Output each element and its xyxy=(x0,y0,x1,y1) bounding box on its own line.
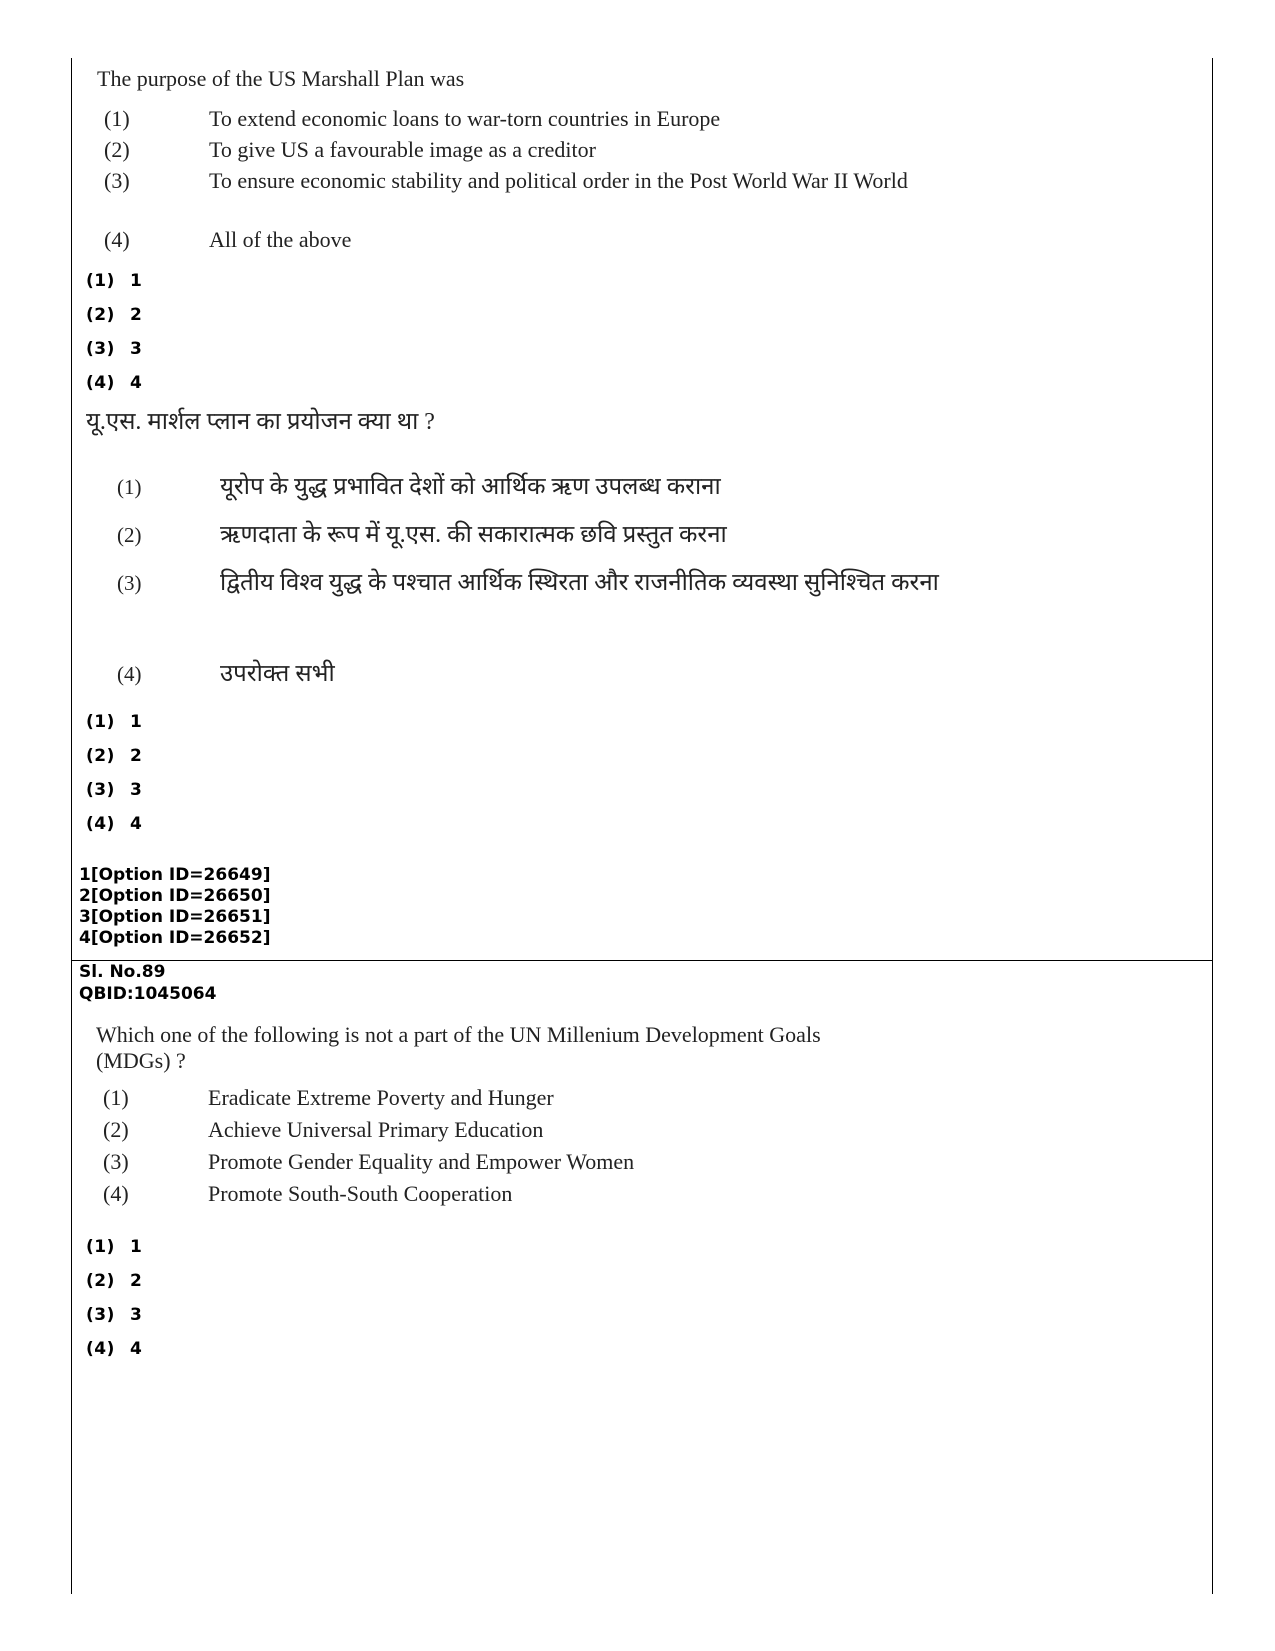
option-text: To give US a favourable image as a creditor xyxy=(209,137,596,162)
option-text: Promote Gender Equality and Empower Women xyxy=(208,1149,635,1174)
option-item xyxy=(117,652,957,700)
option-item xyxy=(104,226,934,256)
question-bank-id: QBID:1045064 xyxy=(79,984,217,1004)
answer-choice[interactable] xyxy=(86,304,142,326)
option-number: (1) xyxy=(103,1085,129,1110)
option-item xyxy=(104,105,934,135)
answer-value: 2 xyxy=(130,305,143,325)
question-divider xyxy=(71,960,1213,961)
page-border-right xyxy=(1212,58,1213,1594)
answer-key: (2) xyxy=(86,305,115,325)
option-text: उपरोक्त सभी xyxy=(220,661,335,687)
option-item xyxy=(103,1084,933,1114)
answer-value: 2 xyxy=(130,1271,143,1291)
serial-number: Sl. No.89 xyxy=(79,962,166,982)
option-number: (4) xyxy=(117,662,142,686)
option-text: द्वितीय विश्व युद्ध के पश्चात आर्थिक स्थिरता और राजनीतिक व्यवस्था सुनिश्चित करना xyxy=(220,570,939,596)
answer-key: (4) xyxy=(86,1339,115,1359)
option-item xyxy=(103,1116,933,1146)
option-number: (3) xyxy=(117,571,142,595)
answer-key: (3) xyxy=(86,780,115,800)
answer-key: (3) xyxy=(86,1305,115,1325)
answer-value: 1 xyxy=(130,1237,143,1257)
answer-value: 2 xyxy=(130,746,143,766)
option-text: यूरोप के युद्ध प्रभावित देशों को आर्थिक ऋण उपलब्ध कराना xyxy=(220,474,721,500)
option-number: (3) xyxy=(104,168,130,193)
answer-key: (1) xyxy=(86,271,115,291)
answer-value: 4 xyxy=(130,814,143,834)
option-id: 4[Option ID=26652] xyxy=(79,928,271,948)
answer-key: (4) xyxy=(86,814,115,834)
option-id: 1[Option ID=26649] xyxy=(79,865,271,885)
option-text: Promote South-South Cooperation xyxy=(208,1181,513,1206)
answer-choice[interactable] xyxy=(86,1236,142,1258)
option-id: 2[Option ID=26650] xyxy=(79,886,271,906)
answer-key: (2) xyxy=(86,746,115,766)
option-number: (2) xyxy=(103,1117,129,1142)
option-number: (2) xyxy=(117,523,142,547)
option-text: To ensure economic stability and political order in the Post World War II World xyxy=(209,168,908,193)
question-stem-en: The purpose of the US Marshall Plan was xyxy=(97,66,465,91)
answer-value: 3 xyxy=(130,1305,143,1325)
question-stem-en: Which one of the following is not a part of the UN Millenium Development Goals (MDGs) ? xyxy=(96,1022,821,1073)
answer-value: 1 xyxy=(130,712,143,732)
answer-key: (4) xyxy=(86,373,115,393)
answer-choice[interactable] xyxy=(86,1338,142,1360)
option-item xyxy=(103,1180,933,1210)
option-text: All of the above xyxy=(209,227,352,252)
page-border-left xyxy=(71,58,72,1594)
answer-key: (1) xyxy=(86,1237,115,1257)
option-item xyxy=(117,561,957,653)
option-text: ऋणदाता के रूप में यू.एस. की सकारात्मक छवि प्रस्तुत करना xyxy=(220,522,727,548)
option-item xyxy=(117,513,957,561)
answer-value: 1 xyxy=(130,271,143,291)
option-number: (2) xyxy=(104,137,130,162)
question-stem-hi: यू.एस. मार्शल प्लान का प्रयोजन क्या था ? xyxy=(86,409,435,435)
answer-choice[interactable] xyxy=(86,338,142,360)
option-number: (3) xyxy=(103,1149,129,1174)
answer-choice[interactable] xyxy=(86,779,142,801)
answer-value: 4 xyxy=(130,1339,143,1359)
answer-value: 3 xyxy=(130,339,143,359)
answer-choice[interactable] xyxy=(86,711,142,733)
answer-choice[interactable] xyxy=(86,813,142,835)
option-id: 3[Option ID=26651] xyxy=(79,907,271,927)
option-text: To extend economic loans to war-torn countries in Europe xyxy=(209,106,721,131)
option-item xyxy=(117,465,957,513)
option-item xyxy=(104,167,934,223)
answer-value: 3 xyxy=(130,780,143,800)
answer-key: (2) xyxy=(86,1271,115,1291)
option-text: Achieve Universal Primary Education xyxy=(208,1117,544,1142)
option-item xyxy=(103,1148,933,1178)
answer-choice[interactable] xyxy=(86,270,142,292)
option-number: (1) xyxy=(104,106,130,131)
option-number: (4) xyxy=(103,1181,129,1206)
answer-choice[interactable] xyxy=(86,1270,142,1292)
option-number: (1) xyxy=(117,475,142,499)
answer-choice[interactable] xyxy=(86,1304,142,1326)
option-number: (4) xyxy=(104,227,130,252)
answer-choice[interactable] xyxy=(86,372,142,394)
answer-key: (1) xyxy=(86,712,115,732)
answer-choice[interactable] xyxy=(86,745,142,767)
answer-value: 4 xyxy=(130,373,143,393)
option-text: Eradicate Extreme Poverty and Hunger xyxy=(208,1085,554,1110)
answer-key: (3) xyxy=(86,339,115,359)
option-item xyxy=(104,136,934,166)
